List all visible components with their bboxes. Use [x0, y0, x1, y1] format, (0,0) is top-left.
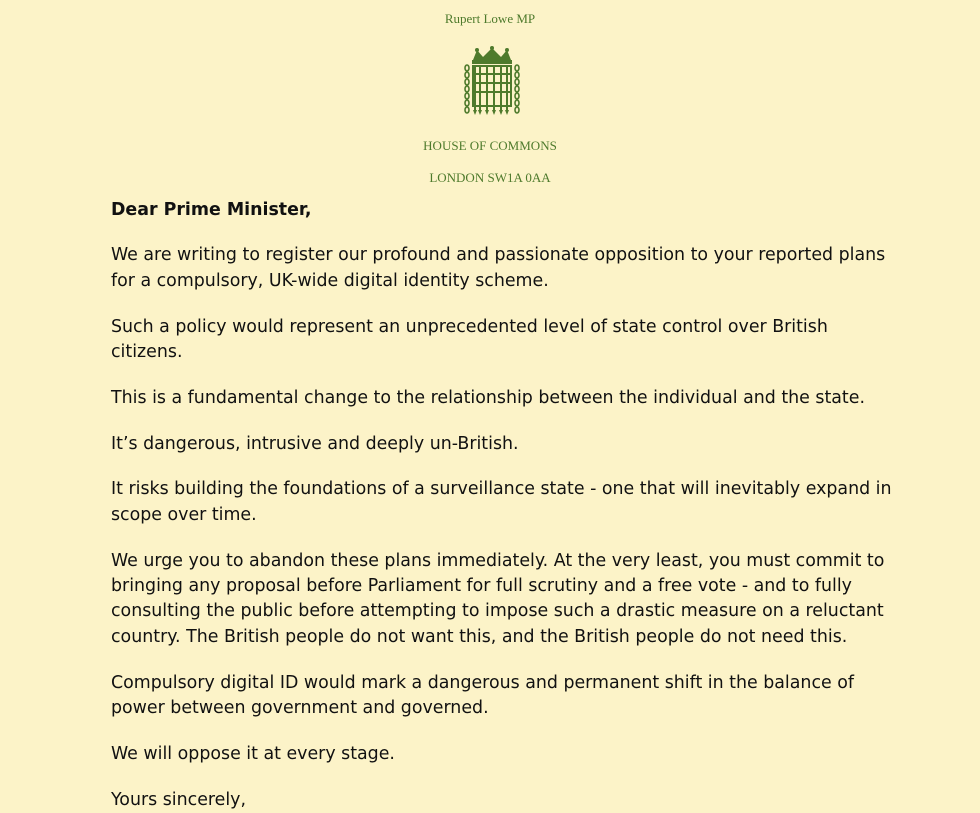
- letter-body: [111, 198, 901, 813]
- paragraph: It risks building the foundations of a surveillance state - one that will inevitably expand in scope over time.: [111, 479, 892, 525]
- sender-name: Rupert Lowe MP: [444, 11, 536, 26]
- paragraph: It’s dangerous, intrusive and deeply un-British.: [111, 433, 519, 454]
- salutation: Dear Prime Minister,: [111, 200, 312, 220]
- paragraph: We will oppose it at every stage.: [111, 743, 395, 764]
- closing: Yours sincerely,: [111, 789, 247, 810]
- paragraph: Compulsory digital ID would mark a dangerous and permanent shift in the balance of power between government and governed.: [111, 672, 854, 719]
- paragraph: This is a fundamental change to the relationship between the individual and the state.: [111, 387, 865, 408]
- paragraph: We are writing to register our profound and passionate opposition to your reported plans for a compulsory, UK-wide digital identity scheme.: [111, 245, 886, 291]
- paragraph: We urge you to abandon these plans immediately. At the very least, you must commit to bringing any proposal before Parliament for full scrutiny and a free vote - and to fully consulting the public before attempting to impose such a drastic measure on a reluctant country. The British people do not want this, and the British people do not need this.: [111, 550, 885, 647]
- portcullis-icon: [463, 46, 521, 116]
- paragraph: Such a policy would represent an unprecedented level of state control over British citizens.: [111, 316, 828, 363]
- address-line-1: HOUSE OF COMMONS: [423, 138, 557, 153]
- address-line-2: LONDON SW1A 0AA: [429, 170, 551, 185]
